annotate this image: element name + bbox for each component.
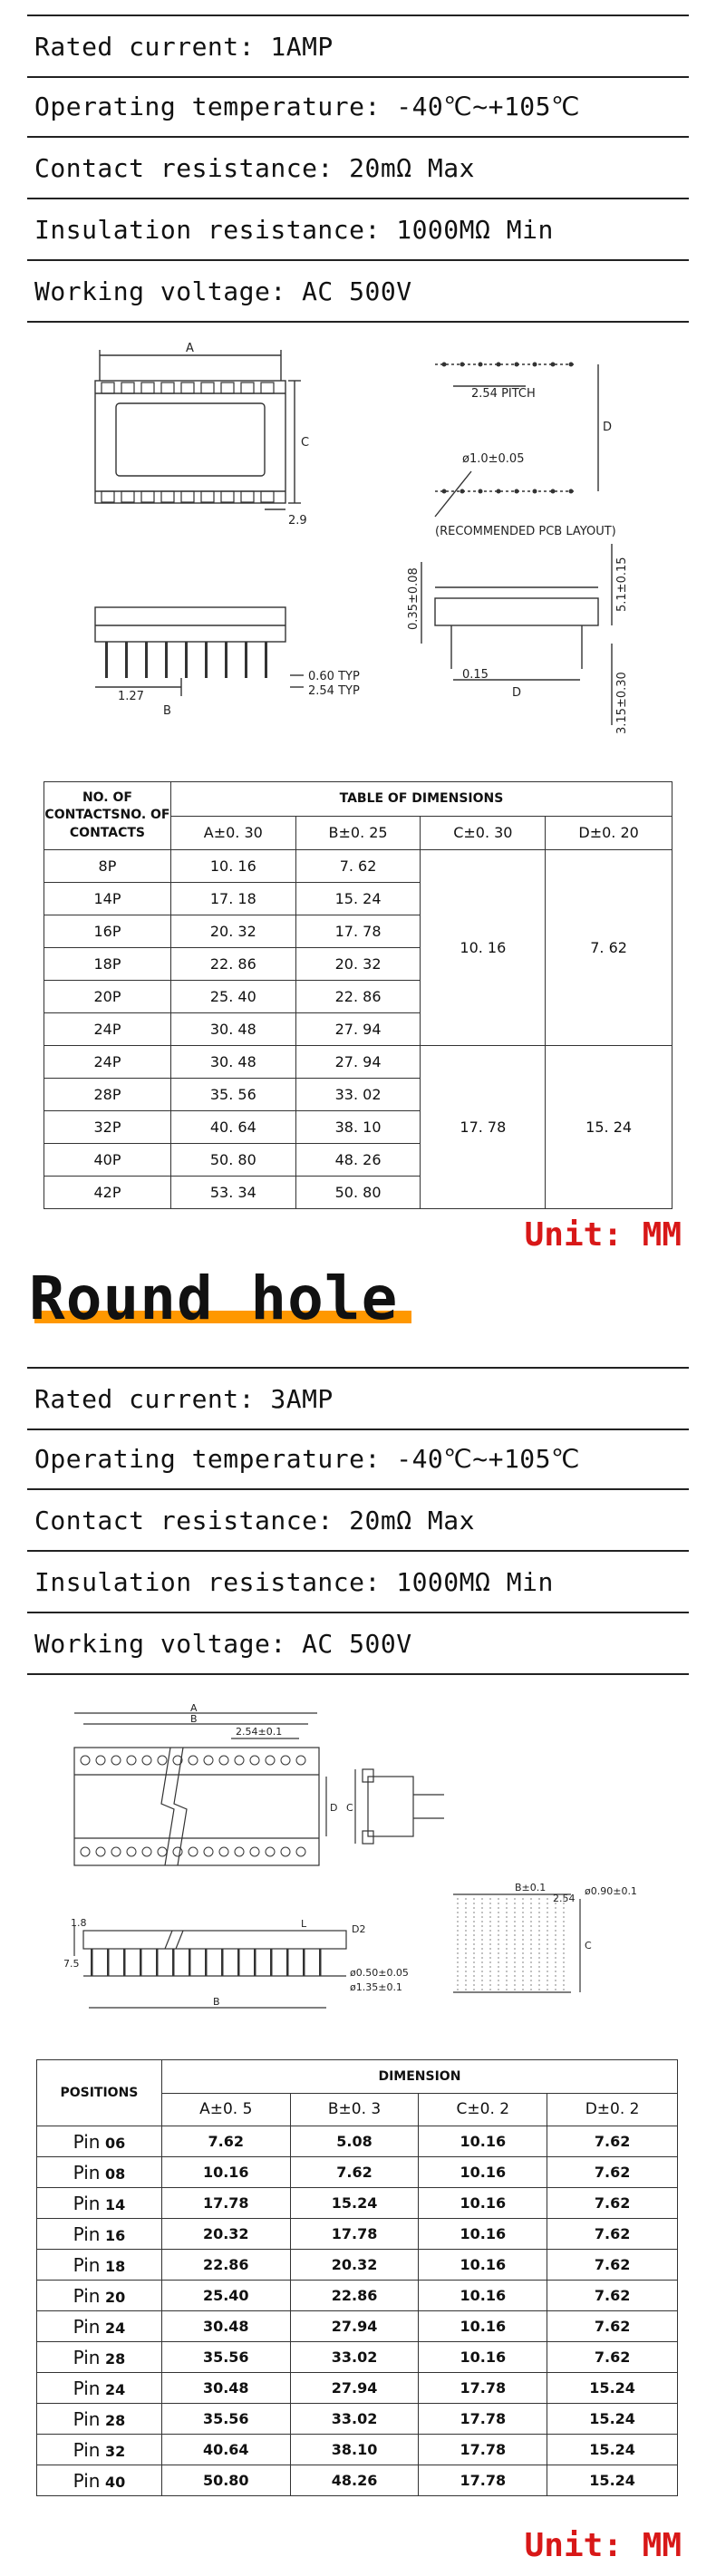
cell-a: 35. 56 bbox=[170, 1079, 295, 1111]
pin-slot bbox=[141, 491, 154, 502]
round-contact bbox=[266, 1847, 275, 1856]
cell-d-merged: 7. 62 bbox=[546, 850, 672, 1046]
cell-contacts: 16P bbox=[44, 915, 171, 948]
spec-working-voltage bbox=[27, 1613, 689, 1675]
pin-lead bbox=[237, 1949, 240, 1976]
spec-contact-resistance bbox=[27, 138, 689, 199]
dim-label-c: C bbox=[346, 1802, 353, 1814]
pin-number: 18 bbox=[105, 2257, 126, 2275]
table-row bbox=[37, 2465, 678, 2496]
table-row bbox=[37, 2281, 678, 2311]
cell-b: 20.32 bbox=[290, 2250, 419, 2281]
cell-contacts: 24P bbox=[44, 1046, 171, 1079]
round-contact bbox=[219, 1847, 228, 1856]
spec-rated-current bbox=[27, 15, 689, 78]
dim-label-51: 5.1±0.15 bbox=[615, 557, 629, 612]
dim-label-75: 7.5 bbox=[63, 1958, 80, 1970]
cell-b: 48. 26 bbox=[295, 1144, 421, 1177]
cell-b: 7. 62 bbox=[295, 850, 421, 883]
cell-b: 38.10 bbox=[290, 2435, 419, 2465]
cell-d: 15.24 bbox=[547, 2404, 678, 2435]
cell-b: 50. 80 bbox=[295, 1177, 421, 1209]
pcb-hole bbox=[551, 489, 556, 494]
dim-label-d-side: D bbox=[512, 686, 522, 700]
header-col-d: D±0. 20 bbox=[546, 816, 672, 850]
pin-number: 28 bbox=[105, 2411, 126, 2429]
cell-contacts: 20P bbox=[44, 981, 171, 1013]
cell-a: 20. 32 bbox=[170, 915, 295, 948]
cell-c: 10.16 bbox=[419, 2188, 547, 2219]
round-contact bbox=[189, 1847, 198, 1856]
cell-position bbox=[37, 2404, 162, 2435]
pin-lead bbox=[140, 1949, 142, 1976]
cell-b: 15.24 bbox=[290, 2188, 419, 2219]
cell-position bbox=[37, 2157, 162, 2188]
round-contact bbox=[127, 1847, 136, 1856]
spec-text: Operating temperature: -40℃~+105℃ bbox=[34, 91, 580, 121]
pin-lead bbox=[254, 1949, 256, 1976]
cell-a: 17. 18 bbox=[170, 883, 295, 915]
round-contact bbox=[111, 1756, 121, 1765]
cell-c: 10.16 bbox=[419, 2311, 547, 2342]
dim-label-315: 3.15±0.30 bbox=[615, 672, 629, 734]
spec-text: Contact resistance: 20mΩ Max bbox=[34, 152, 476, 183]
spec-text: Working voltage: AC 500V bbox=[34, 1628, 412, 1659]
spec-text: Contact resistance: 20mΩ Max bbox=[34, 1505, 476, 1535]
cell-d: 7.62 bbox=[547, 2281, 678, 2311]
dim-label-b-front: B bbox=[213, 1996, 220, 2008]
spec-operating-temperature bbox=[27, 1428, 689, 1490]
dim-label-hole: ø1.0±0.05 bbox=[462, 452, 525, 466]
pin-lead bbox=[145, 642, 148, 678]
pin-lead bbox=[172, 1949, 175, 1976]
pin-number: 08 bbox=[105, 2164, 126, 2183]
cell-a: 7.62 bbox=[161, 2126, 290, 2157]
cell-c-merged: 17. 78 bbox=[421, 1046, 546, 1209]
header-positions: POSITIONS bbox=[37, 2060, 162, 2126]
header-contacts bbox=[44, 782, 171, 850]
cell-b: 33. 02 bbox=[295, 1079, 421, 1111]
pcb-hole bbox=[497, 363, 501, 367]
pin-lead bbox=[156, 1949, 159, 1976]
cell-contacts: 28P bbox=[44, 1079, 171, 1111]
cell-contacts: 8P bbox=[44, 850, 171, 883]
pin-slot bbox=[121, 491, 134, 502]
cell-contacts: 42P bbox=[44, 1177, 171, 1209]
cell-contacts: 40P bbox=[44, 1144, 171, 1177]
dim-label-pcb-hole: ø0.90±0.1 bbox=[585, 1885, 637, 1897]
dim-label-recommended: (RECOMMENDED PCB LAYOUT) bbox=[435, 525, 616, 538]
pcb-hole bbox=[479, 363, 483, 367]
cell-d: 15.24 bbox=[547, 2373, 678, 2404]
spec-text: Insulation resistance: 1000MΩ Min bbox=[34, 214, 554, 245]
cell-a: 40.64 bbox=[161, 2435, 290, 2465]
dim-label-pitch: 2.54 PITCH bbox=[471, 387, 536, 401]
round-contact bbox=[158, 1847, 167, 1856]
pin-lead bbox=[189, 1949, 191, 1976]
pin-word: Pin bbox=[73, 2407, 101, 2430]
cell-b: 7.62 bbox=[290, 2157, 419, 2188]
pin-word: Pin bbox=[73, 2469, 101, 2492]
pin-word: Pin bbox=[73, 2284, 101, 2307]
pin-lead bbox=[205, 642, 208, 678]
cell-b: 22.86 bbox=[290, 2281, 419, 2311]
pin-lead bbox=[221, 1949, 224, 1976]
pcb-hole bbox=[515, 363, 519, 367]
dim-label-035: 0.35±0.08 bbox=[407, 567, 421, 630]
table-row bbox=[37, 2342, 678, 2373]
header-col-c: C±0. 30 bbox=[421, 816, 546, 850]
pin-word: Pin bbox=[73, 2192, 101, 2214]
cell-a: 30. 48 bbox=[170, 1046, 295, 1079]
pcb-hole bbox=[551, 363, 556, 367]
table-row bbox=[37, 2188, 678, 2219]
cell-a: 35.56 bbox=[161, 2404, 290, 2435]
cell-c: 17.78 bbox=[419, 2373, 547, 2404]
round-contact bbox=[219, 1756, 228, 1765]
pin-slot bbox=[161, 491, 174, 502]
dim-label-05: ø0.50±0.05 bbox=[350, 1967, 409, 1979]
cell-d: 15.24 bbox=[547, 2435, 678, 2465]
cell-position bbox=[37, 2188, 162, 2219]
dim-label-pcb-b: B±0.1 bbox=[515, 1882, 547, 1893]
cell-a: 25. 40 bbox=[170, 981, 295, 1013]
round-contact bbox=[250, 1756, 259, 1765]
table-row bbox=[37, 2219, 678, 2250]
pin-word: Pin bbox=[73, 2315, 101, 2338]
pin-word: Pin bbox=[73, 2253, 101, 2276]
cell-b: 27.94 bbox=[290, 2373, 419, 2404]
section-title-round-hole: Round hole bbox=[29, 1264, 399, 1333]
pcb-hole bbox=[460, 363, 465, 367]
pin-lead bbox=[185, 642, 188, 678]
cell-a: 17.78 bbox=[161, 2188, 290, 2219]
cell-position bbox=[37, 2250, 162, 2281]
dim-label-254: 2.54 TYP bbox=[308, 684, 360, 698]
pin-slot bbox=[181, 383, 194, 393]
dim-label-18: 1.8 bbox=[71, 1917, 87, 1929]
cell-a: 40. 64 bbox=[170, 1111, 295, 1144]
table-row bbox=[37, 2404, 678, 2435]
table-row bbox=[37, 2126, 678, 2157]
cell-a: 35.56 bbox=[161, 2342, 290, 2373]
pin-lead bbox=[265, 642, 267, 678]
table-row bbox=[44, 1046, 672, 1079]
cell-a: 22.86 bbox=[161, 2250, 290, 2281]
pcb-hole bbox=[497, 489, 501, 494]
header-contacts-line: NO. OF bbox=[82, 789, 132, 805]
spec-text: Rated current: 1AMP bbox=[34, 31, 334, 62]
dim-label-b: B bbox=[190, 1713, 198, 1725]
header-dimension: DIMENSION bbox=[161, 2060, 677, 2094]
pin-word: Pin bbox=[73, 2346, 101, 2368]
pin-number: 20 bbox=[105, 2288, 126, 2306]
cell-contacts: 32P bbox=[44, 1111, 171, 1144]
round-contact bbox=[142, 1756, 151, 1765]
cell-position bbox=[37, 2281, 162, 2311]
pin-number: 28 bbox=[105, 2349, 126, 2368]
round-hole-socket-drawing bbox=[63, 1704, 662, 2048]
pin-slot bbox=[161, 383, 174, 393]
cell-c: 10.16 bbox=[419, 2342, 547, 2373]
cell-a: 10.16 bbox=[161, 2157, 290, 2188]
cell-b: 17. 78 bbox=[295, 915, 421, 948]
cell-a: 30.48 bbox=[161, 2373, 290, 2404]
dim-label-29: 2.9 bbox=[288, 514, 307, 528]
pcb-hole bbox=[442, 489, 447, 494]
pin-slot bbox=[221, 491, 234, 502]
cell-c: 10.16 bbox=[419, 2281, 547, 2311]
cell-b: 5.08 bbox=[290, 2126, 419, 2157]
cell-d: 7.62 bbox=[547, 2126, 678, 2157]
pin-word: Pin bbox=[73, 2161, 101, 2184]
round-contact bbox=[250, 1847, 259, 1856]
cell-b: 38. 10 bbox=[295, 1111, 421, 1144]
cell-a: 22. 86 bbox=[170, 948, 295, 981]
pin-lead bbox=[107, 1949, 110, 1976]
pin-number: 40 bbox=[105, 2473, 126, 2491]
cell-d: 7.62 bbox=[547, 2250, 678, 2281]
table-row bbox=[37, 2435, 678, 2465]
cell-b: 27. 94 bbox=[295, 1046, 421, 1079]
header-contacts-line: CONTACTS bbox=[69, 825, 146, 840]
pin-number: 24 bbox=[105, 2319, 126, 2337]
cell-b: 27. 94 bbox=[295, 1013, 421, 1046]
round-contact bbox=[173, 1847, 182, 1856]
pin-lead bbox=[123, 1949, 126, 1976]
cell-d: 7.62 bbox=[547, 2219, 678, 2250]
spec-text: Insulation resistance: 1000MΩ Min bbox=[34, 1566, 554, 1597]
pin-lead bbox=[105, 642, 108, 678]
round-contact bbox=[142, 1847, 151, 1856]
header-col-b: B±0. 25 bbox=[295, 816, 421, 850]
header-col-d: D±0. 2 bbox=[547, 2093, 678, 2126]
cell-c: 10.16 bbox=[419, 2157, 547, 2188]
pin-lead bbox=[165, 642, 168, 678]
pin-slot bbox=[201, 491, 214, 502]
round-contact bbox=[235, 1756, 244, 1765]
pin-lead bbox=[205, 1949, 208, 1976]
pcb-hole bbox=[442, 363, 447, 367]
cell-a: 53. 34 bbox=[170, 1177, 295, 1209]
cell-c: 10.16 bbox=[419, 2219, 547, 2250]
dim-label-d: D bbox=[330, 1802, 338, 1814]
cell-c: 10.16 bbox=[419, 2250, 547, 2281]
header-col-a: A±0. 5 bbox=[161, 2093, 290, 2126]
pcb-hole bbox=[569, 363, 574, 367]
round-contact bbox=[296, 1847, 305, 1856]
cell-contacts: 18P bbox=[44, 948, 171, 981]
cell-c-merged: 10. 16 bbox=[421, 850, 546, 1046]
dip-socket-drawing bbox=[54, 335, 634, 752]
cell-b: 15. 24 bbox=[295, 883, 421, 915]
cell-d: 7.62 bbox=[547, 2188, 678, 2219]
round-contact bbox=[189, 1756, 198, 1765]
dim-label-pcb-pitch: 2.54 bbox=[553, 1893, 576, 1904]
round-contact bbox=[81, 1847, 90, 1856]
cell-a: 25.40 bbox=[161, 2281, 290, 2311]
pin-slot bbox=[121, 383, 134, 393]
cell-d-merged: 15. 24 bbox=[546, 1046, 672, 1209]
spec-rated-current bbox=[27, 1367, 689, 1430]
pin-slot bbox=[102, 383, 114, 393]
round-contact bbox=[158, 1756, 167, 1765]
pin-number: 24 bbox=[105, 2380, 126, 2398]
header-table-of-dimensions: TABLE OF DIMENSIONS bbox=[170, 782, 672, 817]
dim-label-a: A bbox=[190, 1704, 198, 1714]
unit-label: Unit: MM bbox=[524, 2527, 682, 2564]
cell-b: 33.02 bbox=[290, 2342, 419, 2373]
header-col-c: C±0. 2 bbox=[419, 2093, 547, 2126]
round-contact bbox=[204, 1756, 213, 1765]
pin-word: Pin bbox=[73, 2438, 101, 2461]
table-row bbox=[44, 850, 672, 883]
pin-number: 14 bbox=[105, 2195, 126, 2213]
round-contact bbox=[281, 1847, 290, 1856]
pcb-hole bbox=[515, 489, 519, 494]
cell-b: 22. 86 bbox=[295, 981, 421, 1013]
round-contact bbox=[96, 1756, 105, 1765]
dim-label-d: D bbox=[603, 421, 613, 434]
cell-d: 15.24 bbox=[547, 2465, 678, 2496]
dim-label-pitch: 2.54±0.1 bbox=[236, 1726, 283, 1738]
spec-insulation-resistance bbox=[27, 199, 689, 261]
cell-position bbox=[37, 2342, 162, 2373]
pcb-hole bbox=[533, 489, 537, 494]
dim-label-pcb-c: C bbox=[585, 1940, 592, 1951]
spec-insulation-resistance bbox=[27, 1552, 689, 1613]
cell-a: 30.48 bbox=[161, 2311, 290, 2342]
cell-d: 7.62 bbox=[547, 2157, 678, 2188]
round-contact bbox=[235, 1847, 244, 1856]
dim-label-135: ø1.35±0.1 bbox=[350, 1981, 402, 1993]
table-row bbox=[37, 2373, 678, 2404]
spec-text: Working voltage: AC 500V bbox=[34, 276, 412, 306]
cell-position bbox=[37, 2219, 162, 2250]
cell-contacts: 24P bbox=[44, 1013, 171, 1046]
dip-dimensions-table bbox=[44, 781, 672, 1209]
cell-b: 48.26 bbox=[290, 2465, 419, 2496]
pin-lead bbox=[245, 642, 247, 678]
cell-b: 27.94 bbox=[290, 2311, 419, 2342]
pin-slot bbox=[241, 383, 254, 393]
pin-slot bbox=[221, 383, 234, 393]
cell-position bbox=[37, 2126, 162, 2157]
unit-label: Unit: MM bbox=[524, 1216, 682, 1254]
cell-b: 17.78 bbox=[290, 2219, 419, 2250]
header-col-a: A±0. 30 bbox=[170, 816, 295, 850]
cell-position bbox=[37, 2311, 162, 2342]
cell-position bbox=[37, 2373, 162, 2404]
dim-label-l: L bbox=[301, 1918, 307, 1930]
round-contact bbox=[127, 1756, 136, 1765]
pin-lead bbox=[270, 1949, 273, 1976]
cell-b: 20. 32 bbox=[295, 948, 421, 981]
header-col-b: B±0. 3 bbox=[290, 2093, 419, 2126]
pin-number: 16 bbox=[105, 2226, 126, 2244]
pin-slot bbox=[181, 491, 194, 502]
round-contact bbox=[266, 1756, 275, 1765]
dim-label-060: 0.60 TYP bbox=[308, 670, 360, 683]
spec-working-voltage bbox=[27, 261, 689, 323]
dim-label-c: C bbox=[301, 436, 310, 450]
cell-a: 20.32 bbox=[161, 2219, 290, 2250]
cell-c: 17.78 bbox=[419, 2404, 547, 2435]
cell-c: 17.78 bbox=[419, 2435, 547, 2465]
pin-lead bbox=[286, 1949, 289, 1976]
dim-label-015: 0.15 bbox=[462, 668, 489, 682]
cell-b: 33.02 bbox=[290, 2404, 419, 2435]
round-contact bbox=[296, 1756, 305, 1765]
cell-d: 7.62 bbox=[547, 2342, 678, 2373]
cell-position bbox=[37, 2435, 162, 2465]
table-row bbox=[37, 2157, 678, 2188]
pcb-hole bbox=[533, 363, 537, 367]
pin-slot bbox=[102, 491, 114, 502]
pin-lead bbox=[319, 1949, 322, 1976]
pin-number: 06 bbox=[105, 2134, 126, 2152]
table-row bbox=[37, 2250, 678, 2281]
pin-slot bbox=[201, 383, 214, 393]
dim-label-127: 1.27 bbox=[118, 690, 144, 703]
spec-text: Rated current: 3AMP bbox=[34, 1383, 334, 1414]
pcb-hole bbox=[569, 489, 574, 494]
pin-lead bbox=[125, 642, 128, 678]
round-contact bbox=[96, 1847, 105, 1856]
spec-operating-temperature bbox=[27, 76, 689, 138]
pin-slot bbox=[261, 491, 274, 502]
round-contact bbox=[281, 1756, 290, 1765]
cell-a: 50. 80 bbox=[170, 1144, 295, 1177]
cell-a: 30. 48 bbox=[170, 1013, 295, 1046]
cell-a: 10. 16 bbox=[170, 850, 295, 883]
pcb-hole bbox=[460, 489, 465, 494]
cell-position bbox=[37, 2465, 162, 2496]
spec-contact-resistance bbox=[27, 1490, 689, 1552]
cell-a: 50.80 bbox=[161, 2465, 290, 2496]
pin-slot bbox=[261, 383, 274, 393]
round-contact bbox=[111, 1847, 121, 1856]
pin-lead bbox=[303, 1949, 305, 1976]
round-contact bbox=[204, 1847, 213, 1856]
dim-label-a: A bbox=[186, 342, 194, 355]
table-row bbox=[37, 2311, 678, 2342]
pin-number: 32 bbox=[105, 2442, 126, 2460]
pin-slot bbox=[141, 383, 154, 393]
pcb-hole bbox=[479, 489, 483, 494]
pin-slot bbox=[241, 491, 254, 502]
dim-label-b: B bbox=[163, 704, 171, 718]
cell-c: 17.78 bbox=[419, 2465, 547, 2496]
pin-lead bbox=[225, 642, 227, 678]
pin-word: Pin bbox=[73, 2377, 101, 2399]
pin-word: Pin bbox=[73, 2223, 101, 2245]
pin-word: Pin bbox=[73, 2130, 101, 2153]
dim-label-d2: D2 bbox=[352, 1923, 366, 1935]
header-contacts-line: CONTACTSNO. OF bbox=[44, 808, 170, 823]
cell-d: 7.62 bbox=[547, 2311, 678, 2342]
cell-contacts: 14P bbox=[44, 883, 171, 915]
spec-text: Operating temperature: -40℃~+105℃ bbox=[34, 1443, 580, 1474]
pin-lead bbox=[91, 1949, 93, 1976]
round-hole-dimensions-table bbox=[36, 2059, 678, 2496]
cell-c: 10.16 bbox=[419, 2126, 547, 2157]
round-contact bbox=[81, 1756, 90, 1765]
